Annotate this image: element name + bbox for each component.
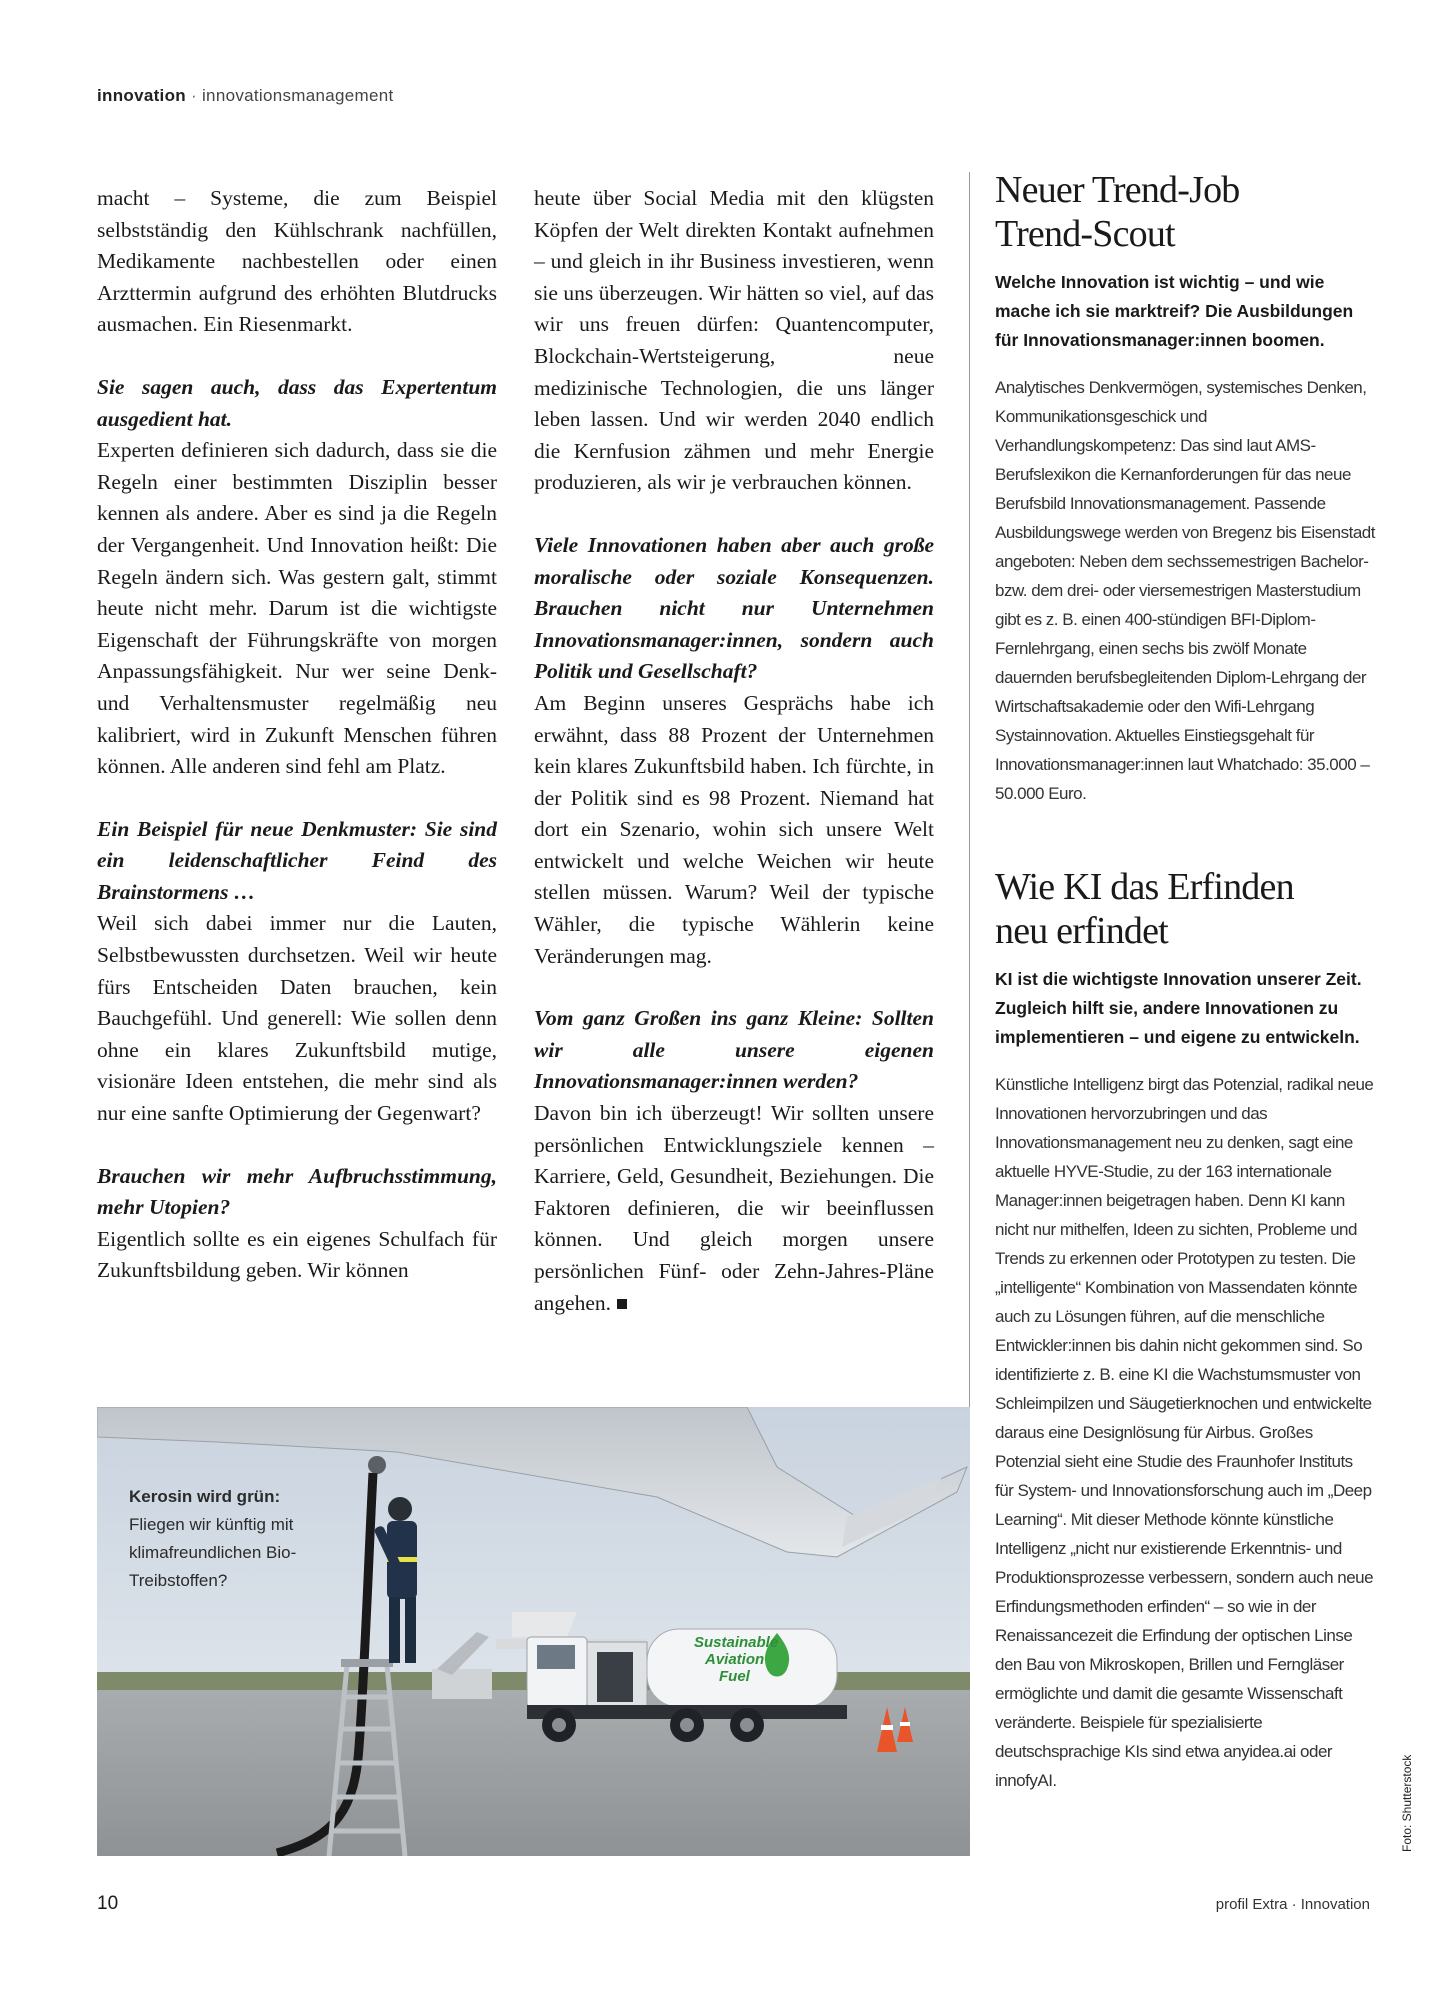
sidebar-title-line: Wie KI das Erfinden — [995, 866, 1294, 908]
interview-answer: Am Beginn unseres Gesprächs habe ich erwähnt, dass 88 Prozent der Unternehmen kein klares Zukunftsbild haben. Ich fürchte, in der Politik sind es 98 Prozent. Niemand hat dort ein Szenario, wohin sich unsere Welt entwickelt und welche Weichen wir heute stellen müssen. Warum? Weil der typische Wähler, die typische Wählerin keine Veränderungen mag. — [534, 690, 934, 968]
interview-answer: Weil sich dabei immer nur die Lauten, Selbstbewussten durchsetzen. Weil wir heute fürs Entscheiden Daten brauchen, kein Bauchgefühl. Und generell: Wie sollen denn ohne ein klares Zukunftsbild mutige, visionäre Ideen entstehen, die mehr sind als nur eine sanfte Optimierung der Gegenwart? — [97, 911, 497, 1126]
end-mark-icon — [617, 1299, 627, 1309]
photo-credit: Foto: Shutterstock — [1400, 1754, 1414, 1852]
interview-column-2 — [534, 183, 934, 1319]
sidebar-body: Analytisches Denkvermögen, systemisches Denken, Kommunikationsgeschick und Verhandlungskompetenz: Das sind laut AMS-Berufslexikon die Kernanforderungen für das neue Berufsbild Innovationsmanagement. Passende Ausbildungswege werden von Bregenz bis Eisenstadt angeboten: Neben dem sechssemestrigen Bachelor- bzw. dem drei- oder viersemestrigen Masterstudium gibt es z. B. einen 400-stündigen BFI-Diplom-Fernlehrgang, einen sechs bis zwölf Monate dauernden berufsbegleitenden Diplom-Lehrgang der Wirtschaftsakademie oder den Wifi-Lehrgang Systainnovation. Aktuelles Einstiegsgehalt für Innovationsmanager:innen laut Whatchado: 35.000 – 50.000 Euro. — [995, 378, 1375, 803]
sidebar-lead: KI ist die wichtigste Innovation unserer Zeit. Zugleich hilft sie, andere Innovationen zu implementieren – und eigene zu entwickeln. — [995, 969, 1362, 1047]
photo-caption — [129, 1483, 329, 1595]
header-subsection: innovationsmanagement — [201, 86, 394, 105]
header-separator: · — [190, 86, 197, 105]
interview-answer: Experten definieren sich dadurch, dass sie die Regeln einer bestimmten Disziplin besser kennen als andere. Aber es sind ja die Regeln der Vergangenheit. Und Innovation heißt: Die Regeln ändern sich. Was gestern galt, stimmt heute nicht mehr. Darum ist die wichtigste Eigenschaft der Führungskräfte von morgen Anpassungsfähigkeit. Nur wer seine Denk- und Verhaltensmuster regelmäßig neu kalibriert, wird in Zukunft Menschen führen können. Alle anderen sind fehl am Platz. — [97, 438, 497, 779]
sidebar-box-trend-job — [995, 168, 1375, 808]
paragraph: macht – Systeme, die zum Beispiel selbstständig den Kühlschrank nachfüllen, Medikamente nachbestellen oder einen Arzttermin aufgrund des erhöhten Blutdrucks ausmachen. Ein Riesenmarkt. — [97, 186, 497, 337]
interview-question: Sie sagen auch, dass das Expertentum ausgedient hat. — [97, 374, 497, 431]
sidebar-box-ki — [995, 865, 1375, 1795]
truck-logo-text: Aviation — [705, 1651, 765, 1668]
sidebar-lead: Welche Innovation ist wichtig – und wie mache ich sie marktreif? Die Ausbildungen für Innovationsmanager:innen boomen. — [995, 272, 1354, 350]
photo-illustration — [97, 1407, 970, 1856]
sidebar-body: Künstliche Intelligenz birgt das Potenzial, radikal neue Innovationen hervorzubringen und das Innovationsmanagement neu zu denken, sagt eine aktuelle HYVE-Studie, zu der 163 internationale Manager:innen beigetragen haben. Denn KI kann nicht nur mithelfen, Ideen zu sichten, Probleme und Trends zu erkennen oder Prototypen zu testen. Die „intelligente“ Kombination von Massendaten könnte auch zu Lösungen führen, auf die menschliche Entwickler:innen bis dahin nicht gekommen sind. So identifizierte z. B. eine KI die Wachstumsmuster von Schleimpilzen und Säugetierknochen und entwickelte daraus eine Designlösung für Airbus. Großes Potenzial sieht eine Studie des Fraunhofer Instituts für System- und Innovationsforschung auch im „Deep Learning“. Mit dieser Methode könnte künstliche Intelligenz „nicht nur existierende Erkenntnis- und Produktionsprozesse verbessern, sondern auch neue Erfindungsmethoden erfinden“ – so wie in der Renaissancezeit die Erfindung der optischen Linse den Bau von Mikroskopen, Brillen und Ferngläser ermöglichte und damit die gesamte Wissenschaft veränderte. Beispiele für spezialisierte deutschsprachige KIs sind etwa anyidea.ai oder innofyAI. — [995, 1075, 1374, 1790]
truck-logo-text: Sustainable — [694, 1634, 779, 1651]
sidebar-title-line: Trend-Scout — [995, 213, 1175, 255]
interview-answer: Eigentlich sollte es ein eigenes Schulfach für Zukunftsbildung geben. Wir können — [97, 1226, 497, 1283]
photo-aircraft-refueling — [97, 1407, 970, 1856]
running-header — [97, 86, 394, 106]
interview-question: Vom ganz Großen ins ganz Kleine: Sollten wir alle unsere eigenen Innovationsmanager:innen werden? — [534, 1006, 934, 1094]
caption-title: Kerosin wird grün: — [129, 1487, 281, 1506]
interview-question: Brauchen wir mehr Aufbruchsstimmung, mehr Utopien? — [97, 1163, 497, 1220]
footer-publication: profil Extra · Innovation — [1215, 1896, 1370, 1913]
header-section: innovation — [97, 86, 186, 105]
truck-logo-text: Fuel — [719, 1668, 750, 1685]
sidebar-title — [995, 865, 1375, 953]
answer-text: Davon bin ich überzeugt! Wir sollten unsere persönlichen Entwicklungsziele kennen – Karriere, Geld, Gesundheit, Beziehungen. Die Faktoren definieren, die wir beeinflussen können. Und gleich morgen unsere persönlichen Fünf- oder Zehn-Jahres-Pläne angehen. — [534, 1101, 934, 1315]
page-number: 10 — [97, 1893, 119, 1914]
sidebar-title — [995, 168, 1375, 256]
interview-column-1 — [97, 183, 497, 1287]
paragraph: heute über Social Media mit den klügsten Köpfen der Welt direkten Kontakt aufnehmen – und gleich in ihr Business investieren, wenn sie uns überzeugen. Wir hätten so viel, auf das wir uns freuen dürfen: Quantencomputer, Blockchain-Wertsteigerung, neue medizinische Technologien, die uns länger leben lassen. Und wir werden 2040 endlich die Kernfusion zähmen und mehr Energie produzieren, als wir je verbrauchen können. — [534, 186, 934, 495]
sidebar-title-line: Neuer Trend-Job — [995, 169, 1240, 211]
interview-question: Ein Beispiel für neue Denkmuster: Sie sind ein leidenschaftlicher Feind des Brainstormens … — [97, 816, 497, 904]
interview-question: Viele Innovationen haben aber auch große moralische oder soziale Konsequenzen. Brauchen nicht nur Unternehmen Innovationsmanager:innen, sondern auch Politik und Gesellschaft? — [534, 532, 934, 684]
sidebar-title-line: neu erfindet — [995, 910, 1168, 952]
interview-answer — [534, 1098, 934, 1319]
caption-text: Fliegen wir künftig mit klimafreundlichen Bio-Treibstoffen? — [129, 1515, 297, 1590]
